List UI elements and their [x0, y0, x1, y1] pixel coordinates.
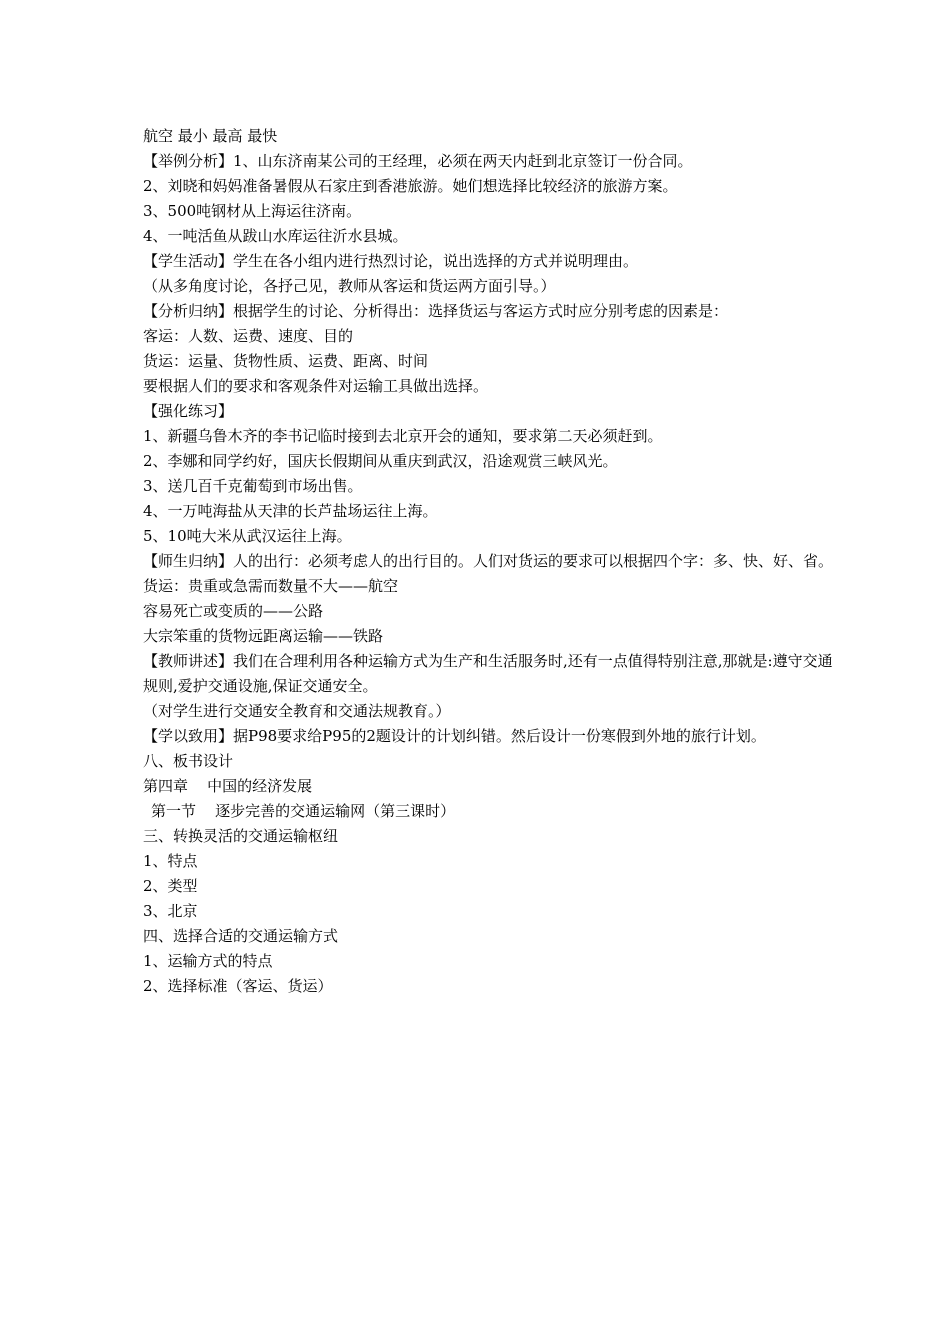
text-line: 【学生活动】学生在各小组内进行热烈讨论，说出选择的方式并说明理由。 [143, 252, 639, 270]
board-chapter: 第四章 中国的经济发展 [143, 777, 313, 795]
text-line: 2、李娜和同学约好，国庆长假期间从重庆到武汉，沿途观赏三峡风光。 [143, 452, 618, 470]
text-line: 大宗笨重的货物远距离运输——铁路 [143, 627, 384, 645]
text-line: 【分析归纳】根据学生的讨论、分析得出：选择货运与客运方式时应分别考虑的因素是： [143, 302, 729, 320]
board-item: 1、运输方式的特点 [143, 952, 273, 970]
text-line: 要根据人们的要求和客观条件对运输工具做出选择。 [143, 377, 489, 395]
text-line: 【强化练习】 [143, 402, 234, 420]
teacher-paragraph: 【教师讲述】我们在合理利用各种运输方式为生产和生活服务时,还有一点值得特别注意,那就是:遵守交通规则,爱护交通设施,保证交通安全。 [143, 652, 833, 695]
document-body [143, 124, 833, 999]
text-line: （对学生进行交通安全教育和交通法规教育。） [143, 702, 451, 720]
text-line: 3、500吨钢材从上海运往济南。 [143, 202, 362, 220]
text-line: 货运：运量、货物性质、运费、距离、时间 [143, 352, 429, 370]
board-item: 四、选择合适的交通运输方式 [143, 927, 339, 945]
board-item: 三、转换灵活的交通运输枢纽 [143, 827, 339, 845]
board-item: 2、选择标准（客运、货运） [143, 977, 333, 995]
board-heading: 八、板书设计 [143, 752, 234, 770]
board-item: 3、北京 [143, 902, 198, 920]
text-line: 1、新疆乌鲁木齐的李书记临时接到去北京开会的通知，要求第二天必须赶到。 [143, 427, 663, 445]
text-line: 航空 最小 最高 最快 [143, 127, 278, 145]
board-section: 第一节 逐步完善的交通运输网（第三课时） [151, 802, 456, 820]
board-item: 1、特点 [143, 852, 198, 870]
text-line: 货运：贵重或急需而数量不大——航空 [143, 577, 399, 595]
summary-paragraph: 【师生归纳】人的出行：必须考虑人的出行目的。人们对货运的要求可以根据四个字：多、快、好、省。 [143, 552, 834, 570]
text-line: 4、一吨活鱼从跋山水库运往沂水县城。 [143, 227, 408, 245]
text-line: （从多角度讨论，各抒己见，教师从客运和货运两方面引导。） [143, 277, 556, 295]
text-line: 容易死亡或变质的——公路 [143, 602, 324, 620]
apply-paragraph: 【学以致用】据P98要求给P95的2题设计的计划纠错。然后设计一份寒假到外地的旅行计划。 [143, 727, 766, 745]
text-line: 2、刘晓和妈妈准备暑假从石家庄到香港旅游。她们想选择比较经济的旅游方案。 [143, 177, 678, 195]
text-line: 客运：人数、运费、速度、目的 [143, 327, 354, 345]
text-line: 4、一万吨海盐从天津的长芦盐场运往上海。 [143, 502, 438, 520]
text-line: 【举例分析】1、山东济南某公司的王经理，必须在两天内赶到北京签订一份合同。 [143, 152, 693, 170]
board-item: 2、类型 [143, 877, 198, 895]
text-line: 3、送几百千克葡萄到市场出售。 [143, 477, 363, 495]
text-line: 5、10吨大米从武汉运往上海。 [143, 527, 352, 545]
